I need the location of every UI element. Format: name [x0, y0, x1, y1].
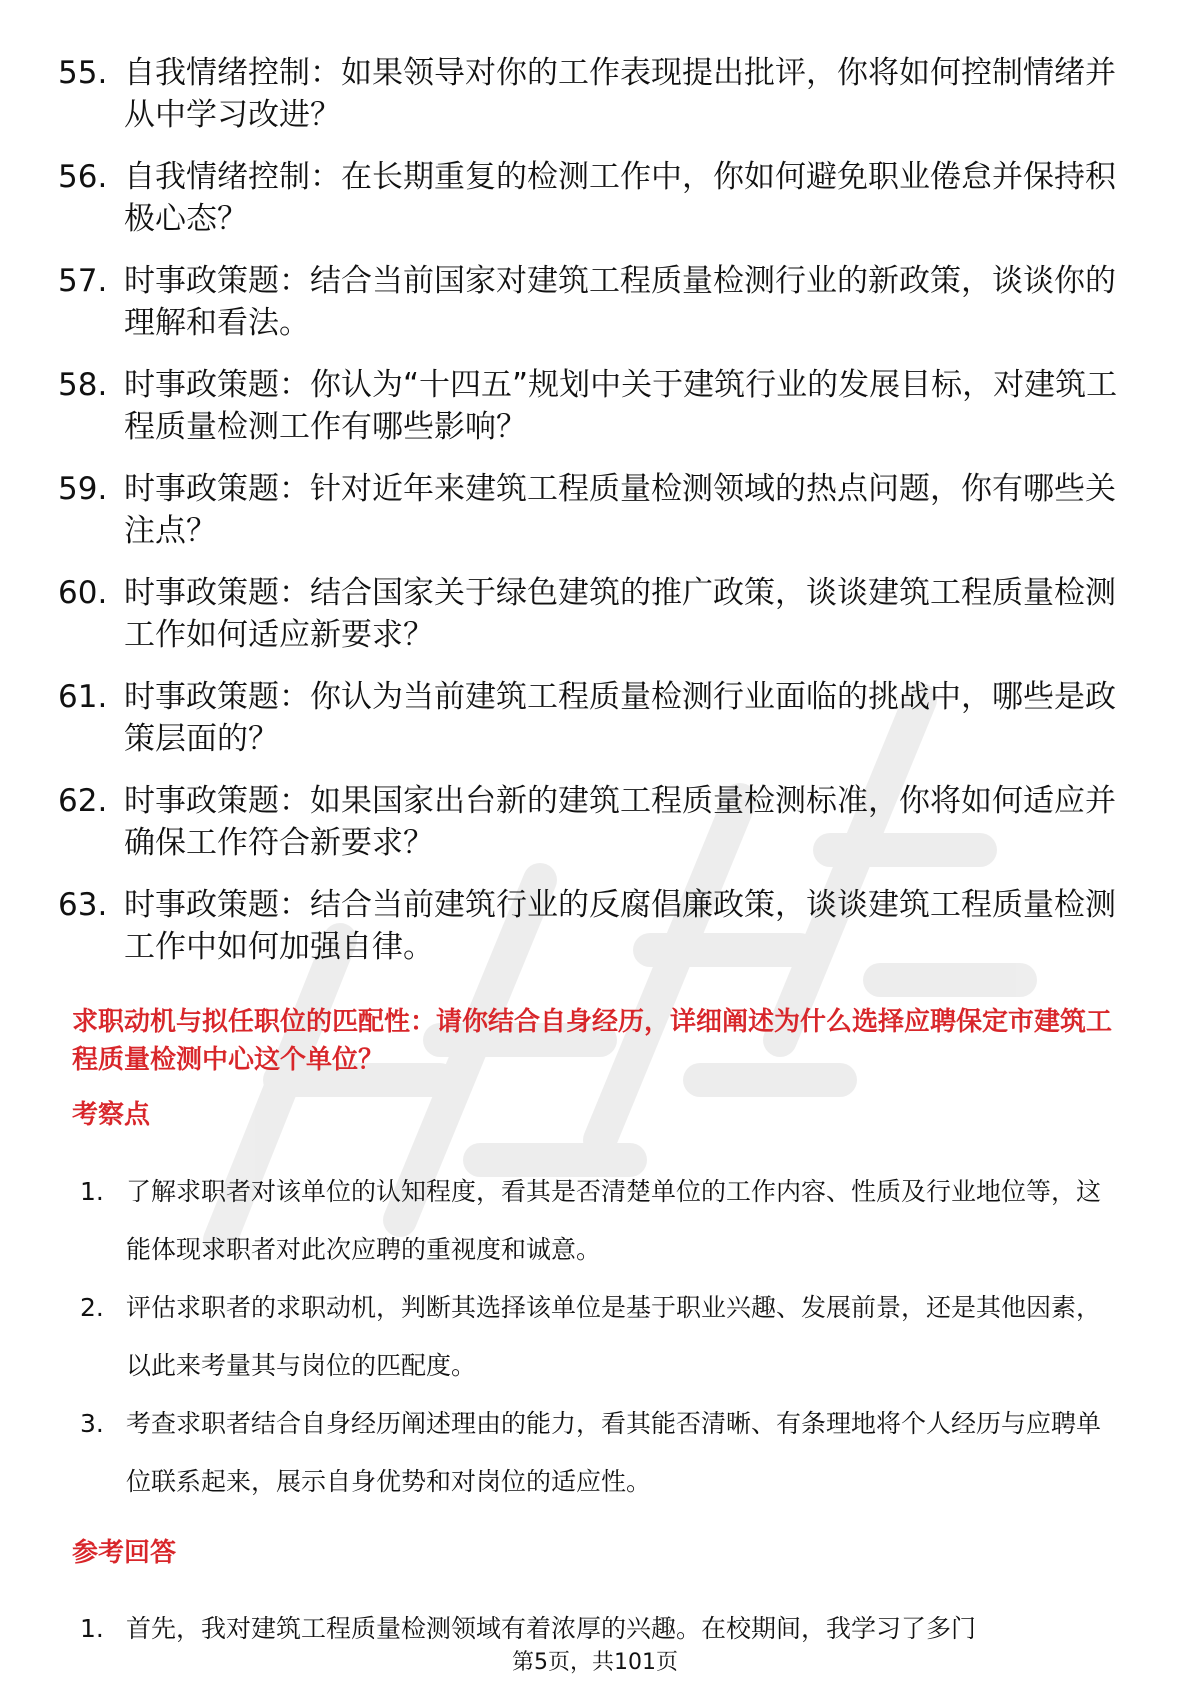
section-heading: 求职动机与拟任职位的匹配性：请你结合自身经历，详细阐述为什么选择应聘保定市建筑工程质量检测中心这个单位？	[72, 1007, 1113, 1075]
question-number: 56.	[58, 159, 108, 195]
question-text: 时事政策题：如果国家出台新的建筑工程质量检测标准，你将如何适应并确保工作符合新要求？	[124, 783, 1116, 861]
question-item	[58, 780, 1118, 864]
point-text: 了解求职者对该单位的认知程度，看其是否清楚单位的工作内容、性质及行业地位等，这能体现求职者对此次应聘的重视度和诚意。	[126, 1177, 1102, 1264]
question-text: 时事政策题：结合当前建筑行业的反腐倡廉政策，谈谈建筑工程质量检测工作中如何加强自律。	[124, 887, 1116, 965]
question-text: 时事政策题：你认为“十四五”规划中关于建筑行业的发展目标，对建筑工程质量检测工作有哪些影响？	[124, 367, 1118, 445]
points-heading: 考察点	[72, 1100, 151, 1130]
points-list	[80, 1163, 1120, 1511]
question-number: 62.	[58, 783, 108, 819]
point-text: 考查求职者结合自身经历阐述理由的能力，看其能否清晰、有条理地将个人经历与应聘单位联系起来，展示自身优势和对岗位的适应性。	[126, 1409, 1102, 1496]
question-number: 63.	[58, 887, 108, 923]
point-number: 1.	[80, 1177, 104, 1206]
question-item	[58, 572, 1118, 656]
question-item	[58, 364, 1118, 448]
question-number: 60.	[58, 575, 108, 611]
question-text: 时事政策题：结合当前国家对建筑工程质量检测行业的新政策，谈谈你的理解和看法。	[124, 263, 1116, 341]
question-text: 时事政策题：针对近年来建筑工程质量检测领域的热点问题，你有哪些关注点？	[124, 471, 1116, 549]
question-text: 自我情绪控制：如果领导对你的工作表现提出批评，你将如何控制情绪并从中学习改进？	[124, 55, 1116, 133]
question-item	[58, 260, 1118, 344]
point-item	[80, 1395, 1120, 1511]
question-number: 59.	[58, 471, 108, 507]
question-item	[58, 468, 1118, 552]
point-item	[80, 1163, 1120, 1279]
question-item	[58, 52, 1118, 136]
point-number: 3.	[80, 1409, 104, 1438]
question-number: 61.	[58, 679, 108, 715]
answer-heading: 参考回答	[72, 1538, 177, 1568]
answer-text: 首先，我对建筑工程质量检测领域有着浓厚的兴趣。在校期间，我学习了多门	[126, 1614, 977, 1643]
point-number: 2.	[80, 1293, 104, 1322]
question-text: 时事政策题：结合国家关于绿色建筑的推广政策，谈谈建筑工程质量检测工作如何适应新要求？	[124, 575, 1116, 653]
question-number: 57.	[58, 263, 108, 299]
point-text: 评估求职者的求职动机，判断其选择该单位是基于职业兴趣、发展前景，还是其他因素，以此来考量其与岗位的匹配度。	[126, 1293, 1102, 1380]
question-text: 自我情绪控制：在长期重复的检测工作中，你如何避免职业倦怠并保持积极心态？	[124, 159, 1116, 237]
question-item	[58, 676, 1118, 760]
point-item	[80, 1279, 1120, 1395]
question-item	[58, 156, 1118, 240]
question-item	[58, 884, 1118, 968]
question-list	[58, 52, 1118, 988]
page-footer: 第5页，共101页	[0, 1648, 1190, 1678]
question-number: 58.	[58, 367, 108, 403]
question-text: 时事政策题：你认为当前建筑工程质量检测行业面临的挑战中，哪些是政策层面的？	[124, 679, 1116, 757]
question-number: 55.	[58, 55, 108, 91]
answer-number: 1.	[80, 1614, 104, 1643]
